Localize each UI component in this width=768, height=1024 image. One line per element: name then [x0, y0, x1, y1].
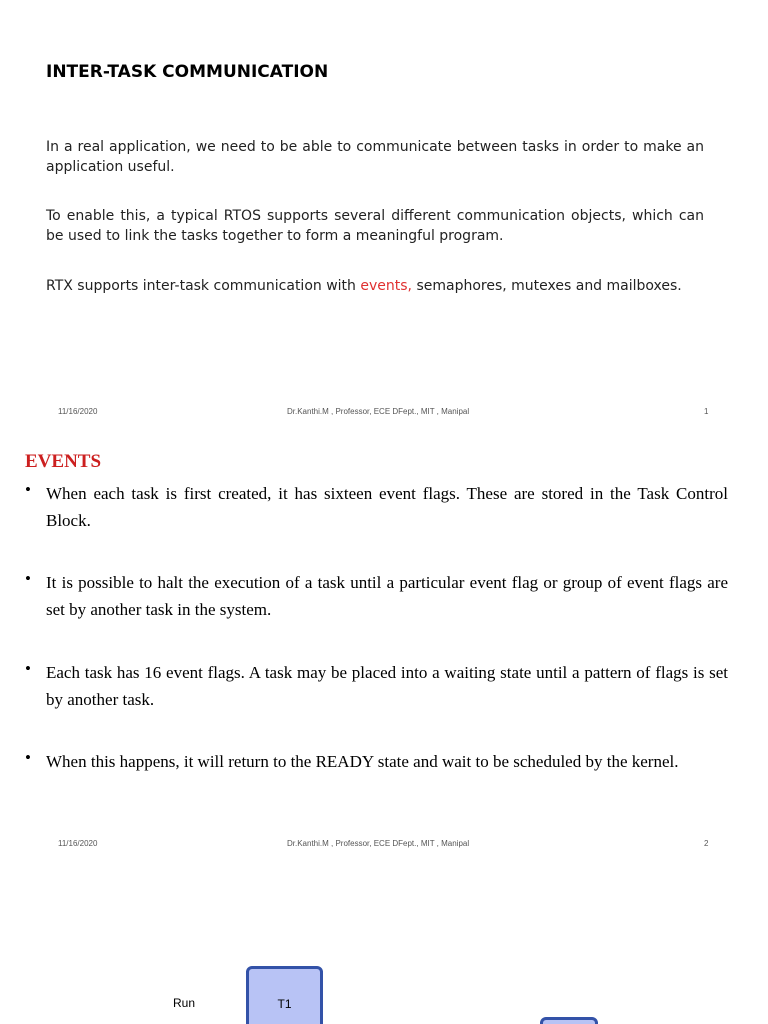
task-t1-box	[246, 966, 323, 1024]
bullet-text: When this happens, it will return to the READY state and wait to be scheduled by the kernel.	[46, 752, 679, 771]
rtx-text-before: RTX supports inter-task communication with	[46, 278, 361, 294]
slide-title: EVENTS	[25, 451, 102, 472]
slide-events	[0, 432, 768, 864]
footer-author: Dr.Kanthi.M , Professor, ECE DFept., MIT , Manipal	[287, 407, 470, 416]
bullet-symbol: •	[25, 480, 31, 499]
task-box-partial	[540, 1017, 598, 1024]
paragraph-rtx-supports	[46, 276, 704, 296]
bullet-text: When each task is first created, it has sixteen event flags. These are stored in the Task Control Block.	[46, 484, 728, 530]
slide-task-diagram	[0, 864, 768, 1024]
slide-inter-task-communication	[0, 0, 768, 432]
slide-title: INTER-TASK COMMUNICATION	[46, 62, 329, 82]
bullet-symbol: •	[25, 659, 31, 678]
footer-page-number: 2	[704, 839, 709, 848]
run-state-label: Run	[173, 996, 196, 1010]
footer-page-number: 1	[704, 407, 709, 416]
footer-date: 11/16/2020	[58, 407, 98, 416]
footer-author: Dr.Kanthi.M , Professor, ECE DFept., MIT , Manipal	[287, 839, 470, 848]
task-t1-label: T1	[277, 997, 292, 1011]
rtx-text-after: semaphores, mutexes and mailboxes.	[412, 278, 682, 294]
paragraph-enable-this: To enable this, a typical RTOS supports several different communication objects, which can be used to link the tasks together to form a meaningful program.	[46, 208, 704, 244]
bullet-symbol: •	[25, 569, 31, 588]
bullet-text: Each task has 16 event flags. A task may be placed into a waiting state until a pattern of flags is set by another task.	[46, 663, 728, 709]
footer-date: 11/16/2020	[58, 839, 98, 848]
paragraph-real-application: In a real application, we need to be able to communicate between tasks in order to make an application useful.	[46, 139, 704, 175]
bullet-text: It is possible to halt the execution of a task until a particular event flag or group of event flags are set by another task in the system.	[46, 573, 728, 619]
bullet-symbol: •	[25, 748, 31, 767]
events-highlight: events,	[360, 278, 412, 294]
